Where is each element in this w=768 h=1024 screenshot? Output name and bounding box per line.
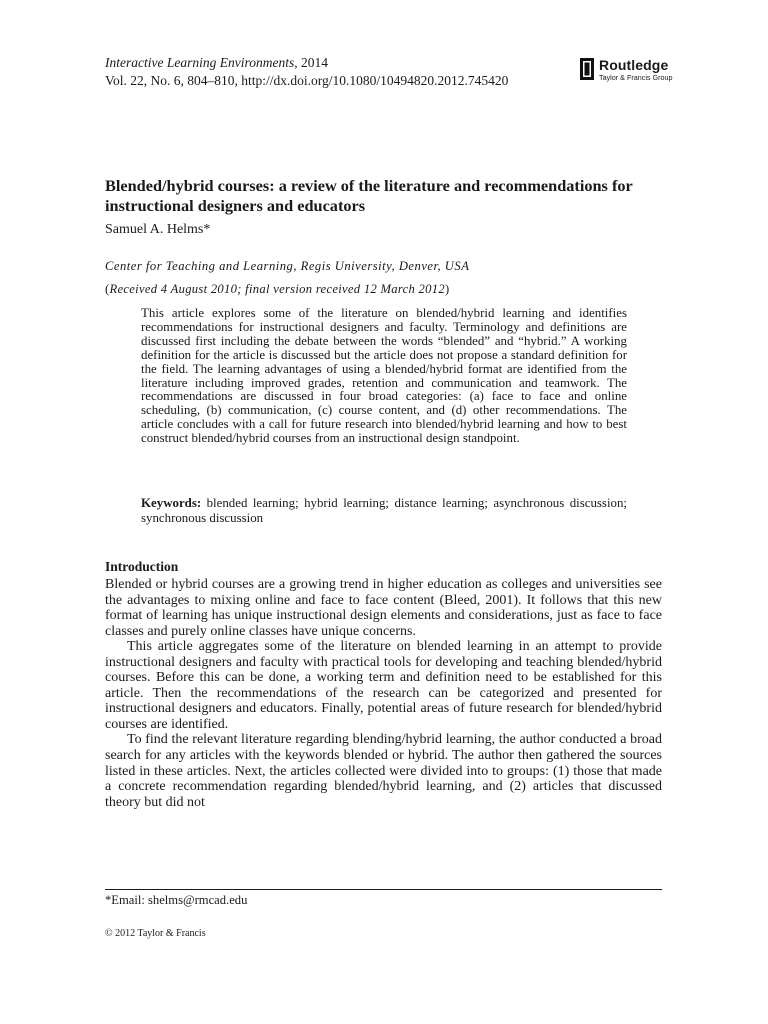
journal-name-line [105, 54, 508, 72]
author-email-footnote: *Email: shelms@rmcad.edu [105, 893, 248, 907]
received-close-paren: ) [444, 282, 450, 296]
introduction-heading: Introduction [105, 559, 179, 574]
received-text: Received 4 August 2010; final version received 12 March 2012 [109, 282, 445, 296]
article-title: Blended/hybrid courses: a review of the literature and recommendations for instructional designers and educators [105, 176, 633, 215]
body-paragraph: This article aggregates some of the literature on blended learning in an attempt to provide instructional designers and faculty with practical tools for developing and teaching blended/hybrid courses. Before this can be done, a working term and definition need to be established for this article. Then the recommendations of the research can be categorized and presented for instructional designers and educators. Finally, potential areas of future research for blended/hybrid courses are identified. [105, 639, 662, 732]
received-open-paren: ( [105, 282, 110, 296]
keywords-label: Keywords: [141, 496, 202, 510]
keywords [141, 496, 627, 526]
body-paragraph: To find the relevant literature regarding blending/hybrid learning, the author conducted a broad search for any articles with the keywords blended or hybrid. The author then gathered the sources listed in these articles. Next, the articles collected were divided into to groups: (1) those that made a concrete recommendation regarding blended/hybrid learning, and (2) articles that discussed theory but did not [105, 732, 662, 810]
logo-group: Taylor & Francis Group [599, 73, 673, 82]
journal-year: , 2014 [294, 55, 328, 70]
routledge-logo [580, 56, 700, 86]
journal-header [105, 54, 508, 90]
article-author: Samuel A. Helms* [105, 222, 211, 237]
journal-name: Interactive Learning Environments [105, 55, 295, 70]
abstract: This article explores some of the literature on blended/hybrid learning and identifies recommendations for instructional designers and faculty. Terminology and definitions are discussed first including the debate between the words “blended” and “hybrid.” A working definition for the article is discussed but the article does not propose a standard definition for the field. The learning advantages of using a blended/hybrid format are identified from the literature including improved grades, retention and communication and teamwork. The recommendations are discussed in four broad categories: (a) face to face and online scheduling, (b) communication, (c) course content, and (d) other recommendations. The article concludes with a call for future research into blended/hybrid learning and how to best construct blended/hybrid courses from an instructional design standpoint. [141, 306, 627, 446]
footnote-divider [105, 889, 662, 890]
keywords-list: blended learning; hybrid learning; distance learning; asynchronous discussion; synchronous discussion [141, 496, 627, 525]
copyright-notice: © 2012 Taylor & Francis [105, 928, 206, 939]
body-paragraph: Blended or hybrid courses are a growing trend in higher education as colleges and universities see the advantages to mixing online and face to face content (Bleed, 2001). It follows that this new format of learning has unique instructional design elements and considerations, just as face to face classes and purely online classes have unique concerns. [105, 577, 662, 639]
received-dates [105, 282, 449, 297]
routledge-r-icon [580, 58, 594, 80]
introduction-body [105, 577, 662, 810]
logo-brand: Routledge [599, 57, 669, 73]
author-affiliation: Center for Teaching and Learning, Regis University, Denver, USA [105, 259, 470, 273]
citation-line: Vol. 22, No. 6, 804–810, http://dx.doi.org/10.1080/10494820.2012.745420 [105, 73, 509, 88]
